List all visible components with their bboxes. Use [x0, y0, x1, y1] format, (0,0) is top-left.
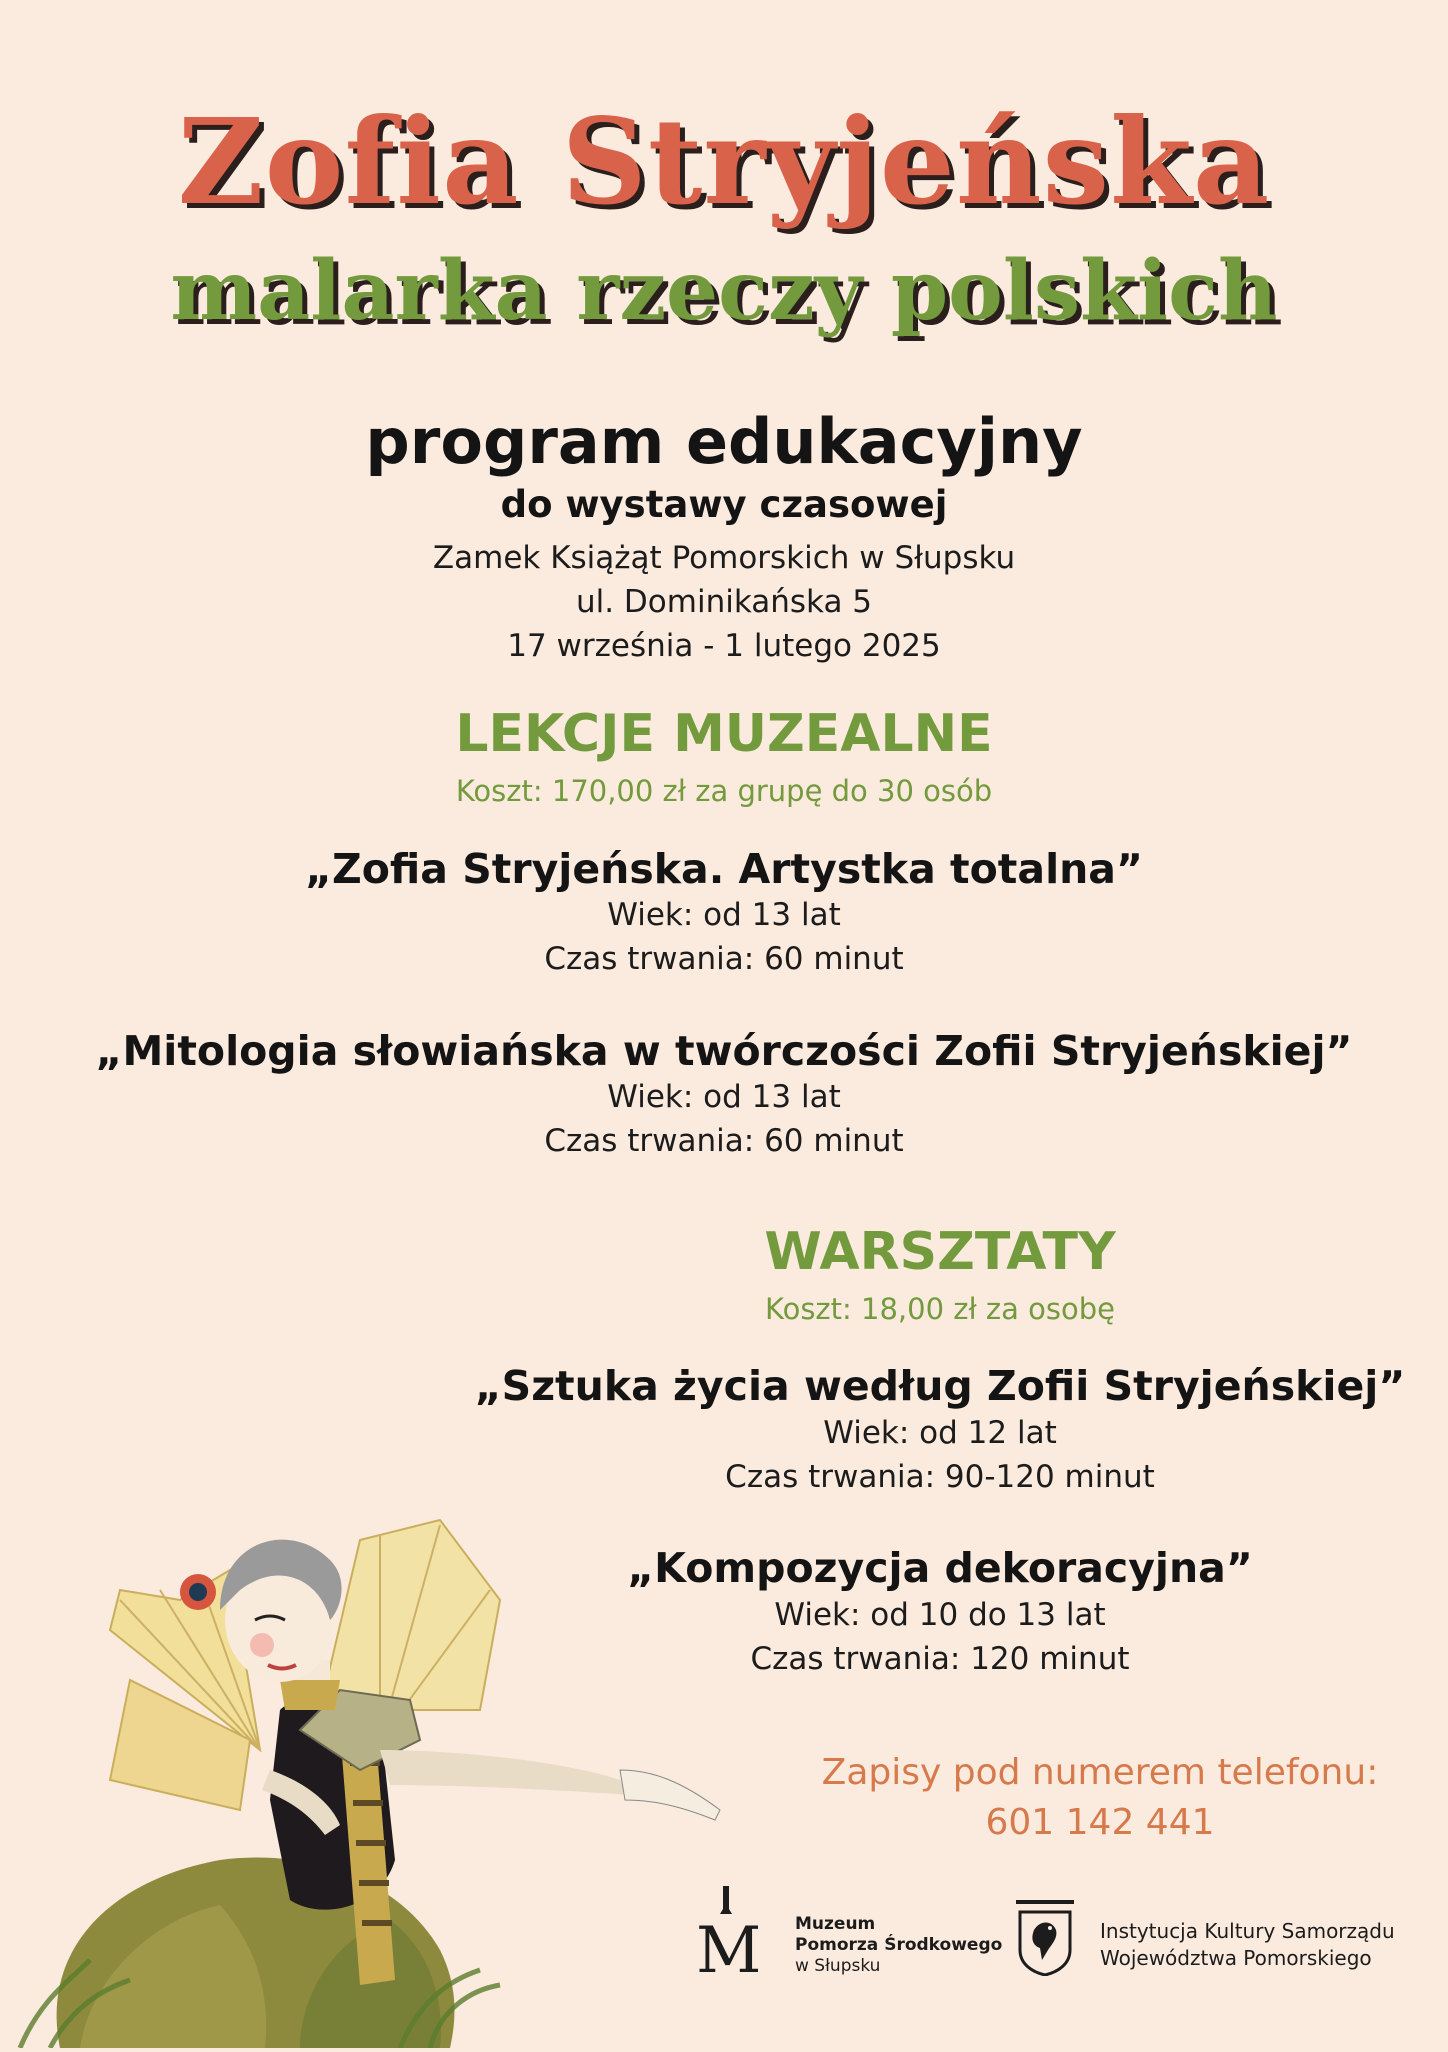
- address: ul. Dominikańska 5: [575, 584, 873, 620]
- signup-label: Zapisy pod numerem telefonu:: [821, 1752, 1379, 1793]
- exhibition-dates: 17 września - 1 lutego 2025: [507, 628, 941, 664]
- museum-logo-icon: [696, 1886, 758, 1978]
- workshop-1-duration: Czas trwania: 90-120 minut: [725, 1459, 1155, 1495]
- lessons-heading: LEKCJE MUZEALNE: [455, 704, 993, 764]
- program-subheading: do wystawy czasowej: [500, 483, 948, 526]
- lesson-2-duration: Czas trwania: 60 minut: [544, 1123, 904, 1159]
- workshop-2-title: „Kompozycja dekoracyjna”: [627, 1544, 1253, 1592]
- workshops-heading: WARSZTATY: [764, 1222, 1116, 1282]
- lessons-cost: Koszt: 170,00 zł za grupę do 30 osób: [455, 774, 993, 808]
- lesson-1-duration: Czas trwania: 60 minut: [544, 941, 904, 977]
- museum-name-line3: w Słupsku: [795, 1956, 881, 1976]
- dancer-illustration: [0, 1480, 760, 2048]
- poster-subtitle: malarka rzeczy polskich: [170, 243, 1278, 339]
- workshop-2-age: Wiek: od 10 do 13 lat: [774, 1597, 1106, 1633]
- pomeranian-griffin-crest-icon: [1014, 1900, 1076, 1976]
- institution-line2: Województwa Pomorskiego: [1100, 1946, 1372, 1970]
- lesson-1-title: „Zofia Stryjeńska. Artystka totalna”: [305, 845, 1143, 893]
- poster-title: Zofia Stryjeńska: [177, 92, 1271, 231]
- svg-text:M: M: [696, 1914, 758, 1978]
- woman-with-fan-image: [0, 1480, 760, 2048]
- workshop-1-age: Wiek: od 12 lat: [823, 1415, 1057, 1451]
- workshop-1-title: „Sztuka życia według Zofii Stryjeńskiej”: [474, 1362, 1406, 1410]
- workshop-2-duration: Czas trwania: 120 minut: [750, 1641, 1130, 1677]
- venue: Zamek Książąt Pomorskich w Słupsku: [432, 540, 1016, 576]
- lesson-2-title: „Mitologia słowiańska w twórczości Zofii Stryjeńskiej”: [95, 1027, 1353, 1075]
- museum-logo-text: [795, 1914, 1002, 1977]
- program-heading: program edukacyjny: [365, 405, 1083, 478]
- museum-name-line1: Muzeum: [795, 1914, 876, 1934]
- institution-text: [1100, 1918, 1395, 1972]
- signup-phone: 601 142 441: [985, 1802, 1215, 1843]
- museum-name-line2: Pomorza Środkowego: [795, 1935, 1003, 1955]
- workshops-cost: Koszt: 18,00 zł za osobę: [765, 1292, 1115, 1326]
- institution-line1: Instytucja Kultury Samorządu: [1100, 1919, 1395, 1943]
- lesson-2-age: Wiek: od 13 lat: [607, 1079, 841, 1115]
- lesson-1-age: Wiek: od 13 lat: [607, 897, 841, 933]
